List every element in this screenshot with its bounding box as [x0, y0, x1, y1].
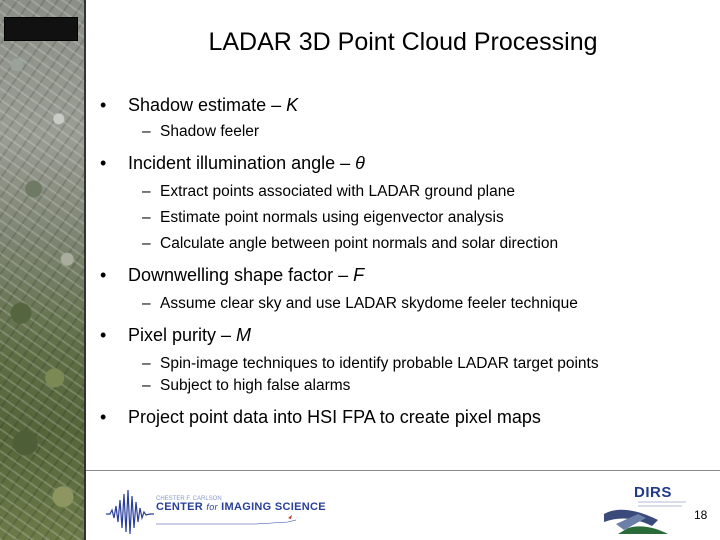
dirs-logo-text: DIRS: [634, 484, 672, 501]
sub-item: [142, 376, 710, 396]
sub-list: [100, 354, 710, 396]
sub-item: [142, 208, 710, 228]
bullet-item: [100, 406, 710, 428]
slide-title: LADAR 3D Point Cloud Processing: [208, 28, 598, 56]
dash-icon: –: [142, 355, 151, 372]
cis-for: for: [206, 502, 218, 512]
sub-text: Extract points associated with LADAR ground plane: [160, 183, 515, 200]
cis-center: CENTER: [156, 501, 204, 513]
sub-list: [100, 294, 710, 314]
sub-item: [142, 122, 710, 142]
sub-text: Estimate point normals using eigenvector analysis: [160, 209, 504, 226]
bullet-item: [100, 152, 710, 174]
sub-item: [142, 294, 710, 314]
dash-icon: –: [142, 377, 151, 394]
sub-text: Shadow feeler: [160, 123, 260, 140]
sub-list: [100, 122, 710, 142]
sub-item: [142, 234, 710, 254]
sub-item: [142, 182, 710, 202]
bullet-symbol: F: [353, 265, 365, 285]
dash-icon: –: [142, 209, 151, 226]
bullet-text: Shadow estimate –: [128, 95, 287, 115]
sub-text: Subject to high false alarms: [160, 377, 351, 394]
bullet-dot-icon: •: [100, 325, 107, 345]
sub-text: Calculate angle between point normals and solar direction: [160, 235, 559, 252]
bullet-dot-icon: •: [100, 95, 107, 115]
sub-item: [142, 354, 710, 374]
dash-icon: –: [142, 183, 151, 200]
bullet-item: [100, 324, 710, 346]
aerial-image-strip: [0, 0, 84, 540]
dash-icon: –: [142, 123, 151, 140]
aerial-label-box: [4, 17, 78, 41]
cis-small-text: CHESTER F. CARLSON: [156, 496, 222, 502]
bullet-text: Pixel purity –: [128, 325, 237, 345]
bullet-text: Incident illumination angle –: [128, 153, 356, 173]
sub-text: Spin-image techniques to identify probable LADAR target points: [160, 355, 599, 372]
bullet-list: [100, 94, 710, 428]
dash-icon: –: [142, 295, 151, 312]
bullet-item: [100, 94, 710, 116]
bullet-text: Project point data into HSI FPA to create pixel maps: [128, 407, 541, 427]
vertical-divider: [84, 0, 86, 540]
footer-divider: [86, 470, 720, 471]
bullet-symbol: K: [286, 95, 299, 115]
sub-list: [100, 182, 710, 254]
dash-icon: –: [142, 235, 151, 252]
bullet-symbol: θ: [355, 153, 365, 173]
bullet-dot-icon: •: [100, 153, 107, 173]
bullet-dot-icon: •: [100, 407, 107, 427]
bullet-symbol: M: [236, 325, 252, 345]
page-number: 18: [694, 508, 708, 522]
cis-logo-text: [156, 501, 326, 513]
bullet-text: Downwelling shape factor –: [128, 265, 354, 285]
bullet-item: [100, 264, 710, 286]
sub-text: Assume clear sky and use LADAR skydome feeler technique: [160, 295, 578, 312]
cis-imaging: IMAGING SCIENCE: [221, 501, 326, 513]
bullet-dot-icon: •: [100, 265, 107, 285]
